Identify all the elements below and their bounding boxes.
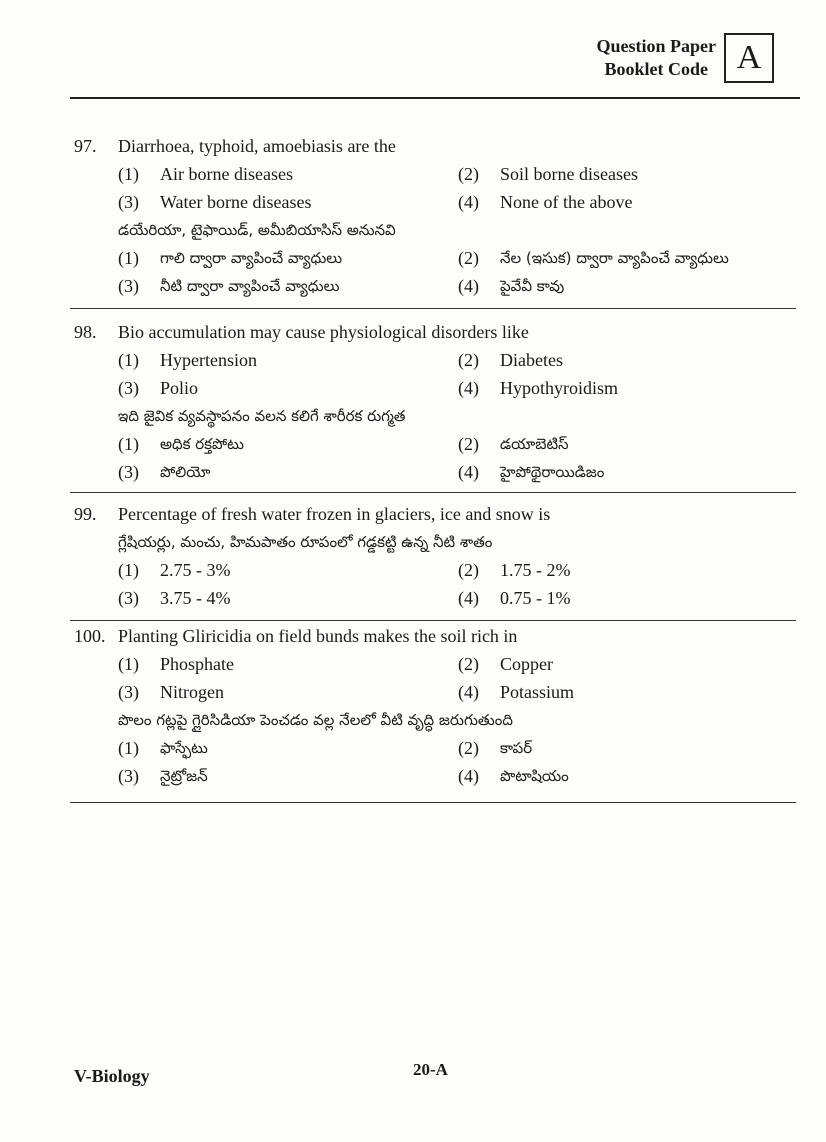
booklet-code-label-line2: Booklet Code bbox=[604, 59, 708, 79]
option-4: 0.75 - 1% bbox=[500, 588, 571, 608]
option-2: Diabetes bbox=[500, 350, 563, 370]
subject-footer: V-Biology bbox=[74, 1066, 150, 1086]
option-3: Nitrogen bbox=[160, 682, 224, 702]
question-text: Diarrhoea, typhoid, amoebiasis are the bbox=[118, 136, 396, 156]
option-number: (2) bbox=[458, 738, 479, 758]
option-number: (3) bbox=[118, 192, 139, 212]
option-number: (4) bbox=[458, 276, 479, 296]
option-number: (4) bbox=[458, 378, 479, 398]
option-3-telugu: పోలియో bbox=[160, 463, 211, 481]
question-divider bbox=[70, 492, 796, 493]
option-4-telugu: పొటాషియం bbox=[500, 767, 569, 785]
option-number: (3) bbox=[118, 682, 139, 702]
option-number: (4) bbox=[458, 588, 479, 608]
option-1-telugu: గాలి ద్వారా వ్యాపించే వ్యాధులు bbox=[160, 249, 343, 267]
option-number: (3) bbox=[118, 378, 139, 398]
option-number: (1) bbox=[118, 164, 139, 184]
question-divider bbox=[70, 802, 796, 803]
option-3-telugu: నీటి ద్వారా వ్యాపించే వ్యాధులు bbox=[160, 277, 340, 295]
option-3: Water borne diseases bbox=[160, 192, 312, 212]
option-number: (2) bbox=[458, 164, 479, 184]
header-divider bbox=[70, 97, 800, 99]
booklet-code-label-line1: Question Paper bbox=[596, 36, 716, 56]
question-98 bbox=[74, 318, 796, 486]
question-text-telugu: డయేరియా, టైఫాయిడ్, అమీబియాసిస్ అనునవి bbox=[118, 221, 396, 239]
question-divider bbox=[70, 620, 796, 621]
option-2: Copper bbox=[500, 654, 553, 674]
option-4: None of the above bbox=[500, 192, 633, 212]
option-number: (1) bbox=[118, 434, 139, 454]
option-2-telugu: కాపర్ bbox=[500, 739, 533, 757]
option-number: (1) bbox=[118, 560, 139, 580]
question-97 bbox=[74, 132, 796, 300]
option-1-telugu: ఫాస్ఫేటు bbox=[160, 739, 208, 757]
question-text: Planting Gliricidia on field bunds makes the soil rich in bbox=[118, 626, 518, 646]
option-number: (1) bbox=[118, 350, 139, 370]
option-1-telugu: అధిక రక్తపోటు bbox=[160, 435, 244, 453]
option-number: (3) bbox=[118, 462, 139, 482]
option-number: (4) bbox=[458, 766, 479, 786]
option-1: Phosphate bbox=[160, 654, 234, 674]
option-1: 2.75 - 3% bbox=[160, 560, 231, 580]
question-99 bbox=[74, 500, 796, 612]
option-number: (3) bbox=[118, 766, 139, 786]
option-2-telugu: నేల (ఇసుక) ద్వారా వ్యాపించే వ్యాధులు bbox=[500, 249, 729, 267]
option-number: (2) bbox=[458, 248, 479, 268]
question-text: Bio accumulation may cause physiological disorders like bbox=[118, 322, 529, 342]
option-4-telugu: పైవేవీ కావు bbox=[500, 277, 565, 295]
option-number: (4) bbox=[458, 462, 479, 482]
question-number: 97. bbox=[74, 136, 97, 156]
option-1: Air borne diseases bbox=[160, 164, 293, 184]
option-3: Polio bbox=[160, 378, 199, 398]
option-number: (4) bbox=[458, 682, 479, 702]
option-number: (2) bbox=[458, 434, 479, 454]
question-text-telugu: గ్లేషియర్లు, మంచు, హిమపాతం రూపంలో గడ్డకట్టి ఉన్న నీటి శాతం bbox=[118, 533, 493, 551]
booklet-code-box: A bbox=[724, 33, 774, 83]
question-number: 100. bbox=[74, 626, 106, 646]
option-4: Potassium bbox=[500, 682, 575, 702]
option-2-telugu: డయాబెటిస్ bbox=[500, 435, 569, 453]
option-3-telugu: నైట్రోజన్ bbox=[160, 767, 208, 785]
question-text-telugu: పొలం గట్లపై గ్లైరిసిడియా పెంచడం వల్ల నేలలో వీటి వృద్ధి జరుగుతుంది bbox=[118, 711, 513, 729]
question-number: 99. bbox=[74, 504, 97, 524]
option-number: (1) bbox=[118, 654, 139, 674]
option-1: Hypertension bbox=[160, 350, 257, 370]
option-2: 1.75 - 2% bbox=[500, 560, 571, 580]
question-divider bbox=[70, 308, 796, 309]
question-number: 98. bbox=[74, 322, 97, 342]
option-4: Hypothyroidism bbox=[500, 378, 619, 398]
option-2: Soil borne diseases bbox=[500, 164, 638, 184]
question-text: Percentage of fresh water frozen in glaciers, ice and snow is bbox=[118, 504, 551, 524]
option-number: (3) bbox=[118, 276, 139, 296]
booklet-code-header bbox=[597, 33, 775, 83]
option-number: (1) bbox=[118, 738, 139, 758]
question-100 bbox=[74, 622, 796, 790]
option-number: (2) bbox=[458, 350, 479, 370]
option-number: (2) bbox=[458, 654, 479, 674]
option-4-telugu: హైపోథైరాయిడిజం bbox=[500, 463, 605, 481]
option-number: (4) bbox=[458, 192, 479, 212]
option-3: 3.75 - 4% bbox=[160, 588, 231, 608]
question-text-telugu: ఇది జైవిక వ్యవస్థాపనం వలన కలిగే శారీరక రుగ్మత bbox=[118, 407, 406, 425]
option-number: (2) bbox=[458, 560, 479, 580]
booklet-code-label bbox=[597, 35, 717, 81]
option-number: (3) bbox=[118, 588, 139, 608]
page-number: 20-A bbox=[413, 1060, 448, 1079]
option-number: (1) bbox=[118, 248, 139, 268]
